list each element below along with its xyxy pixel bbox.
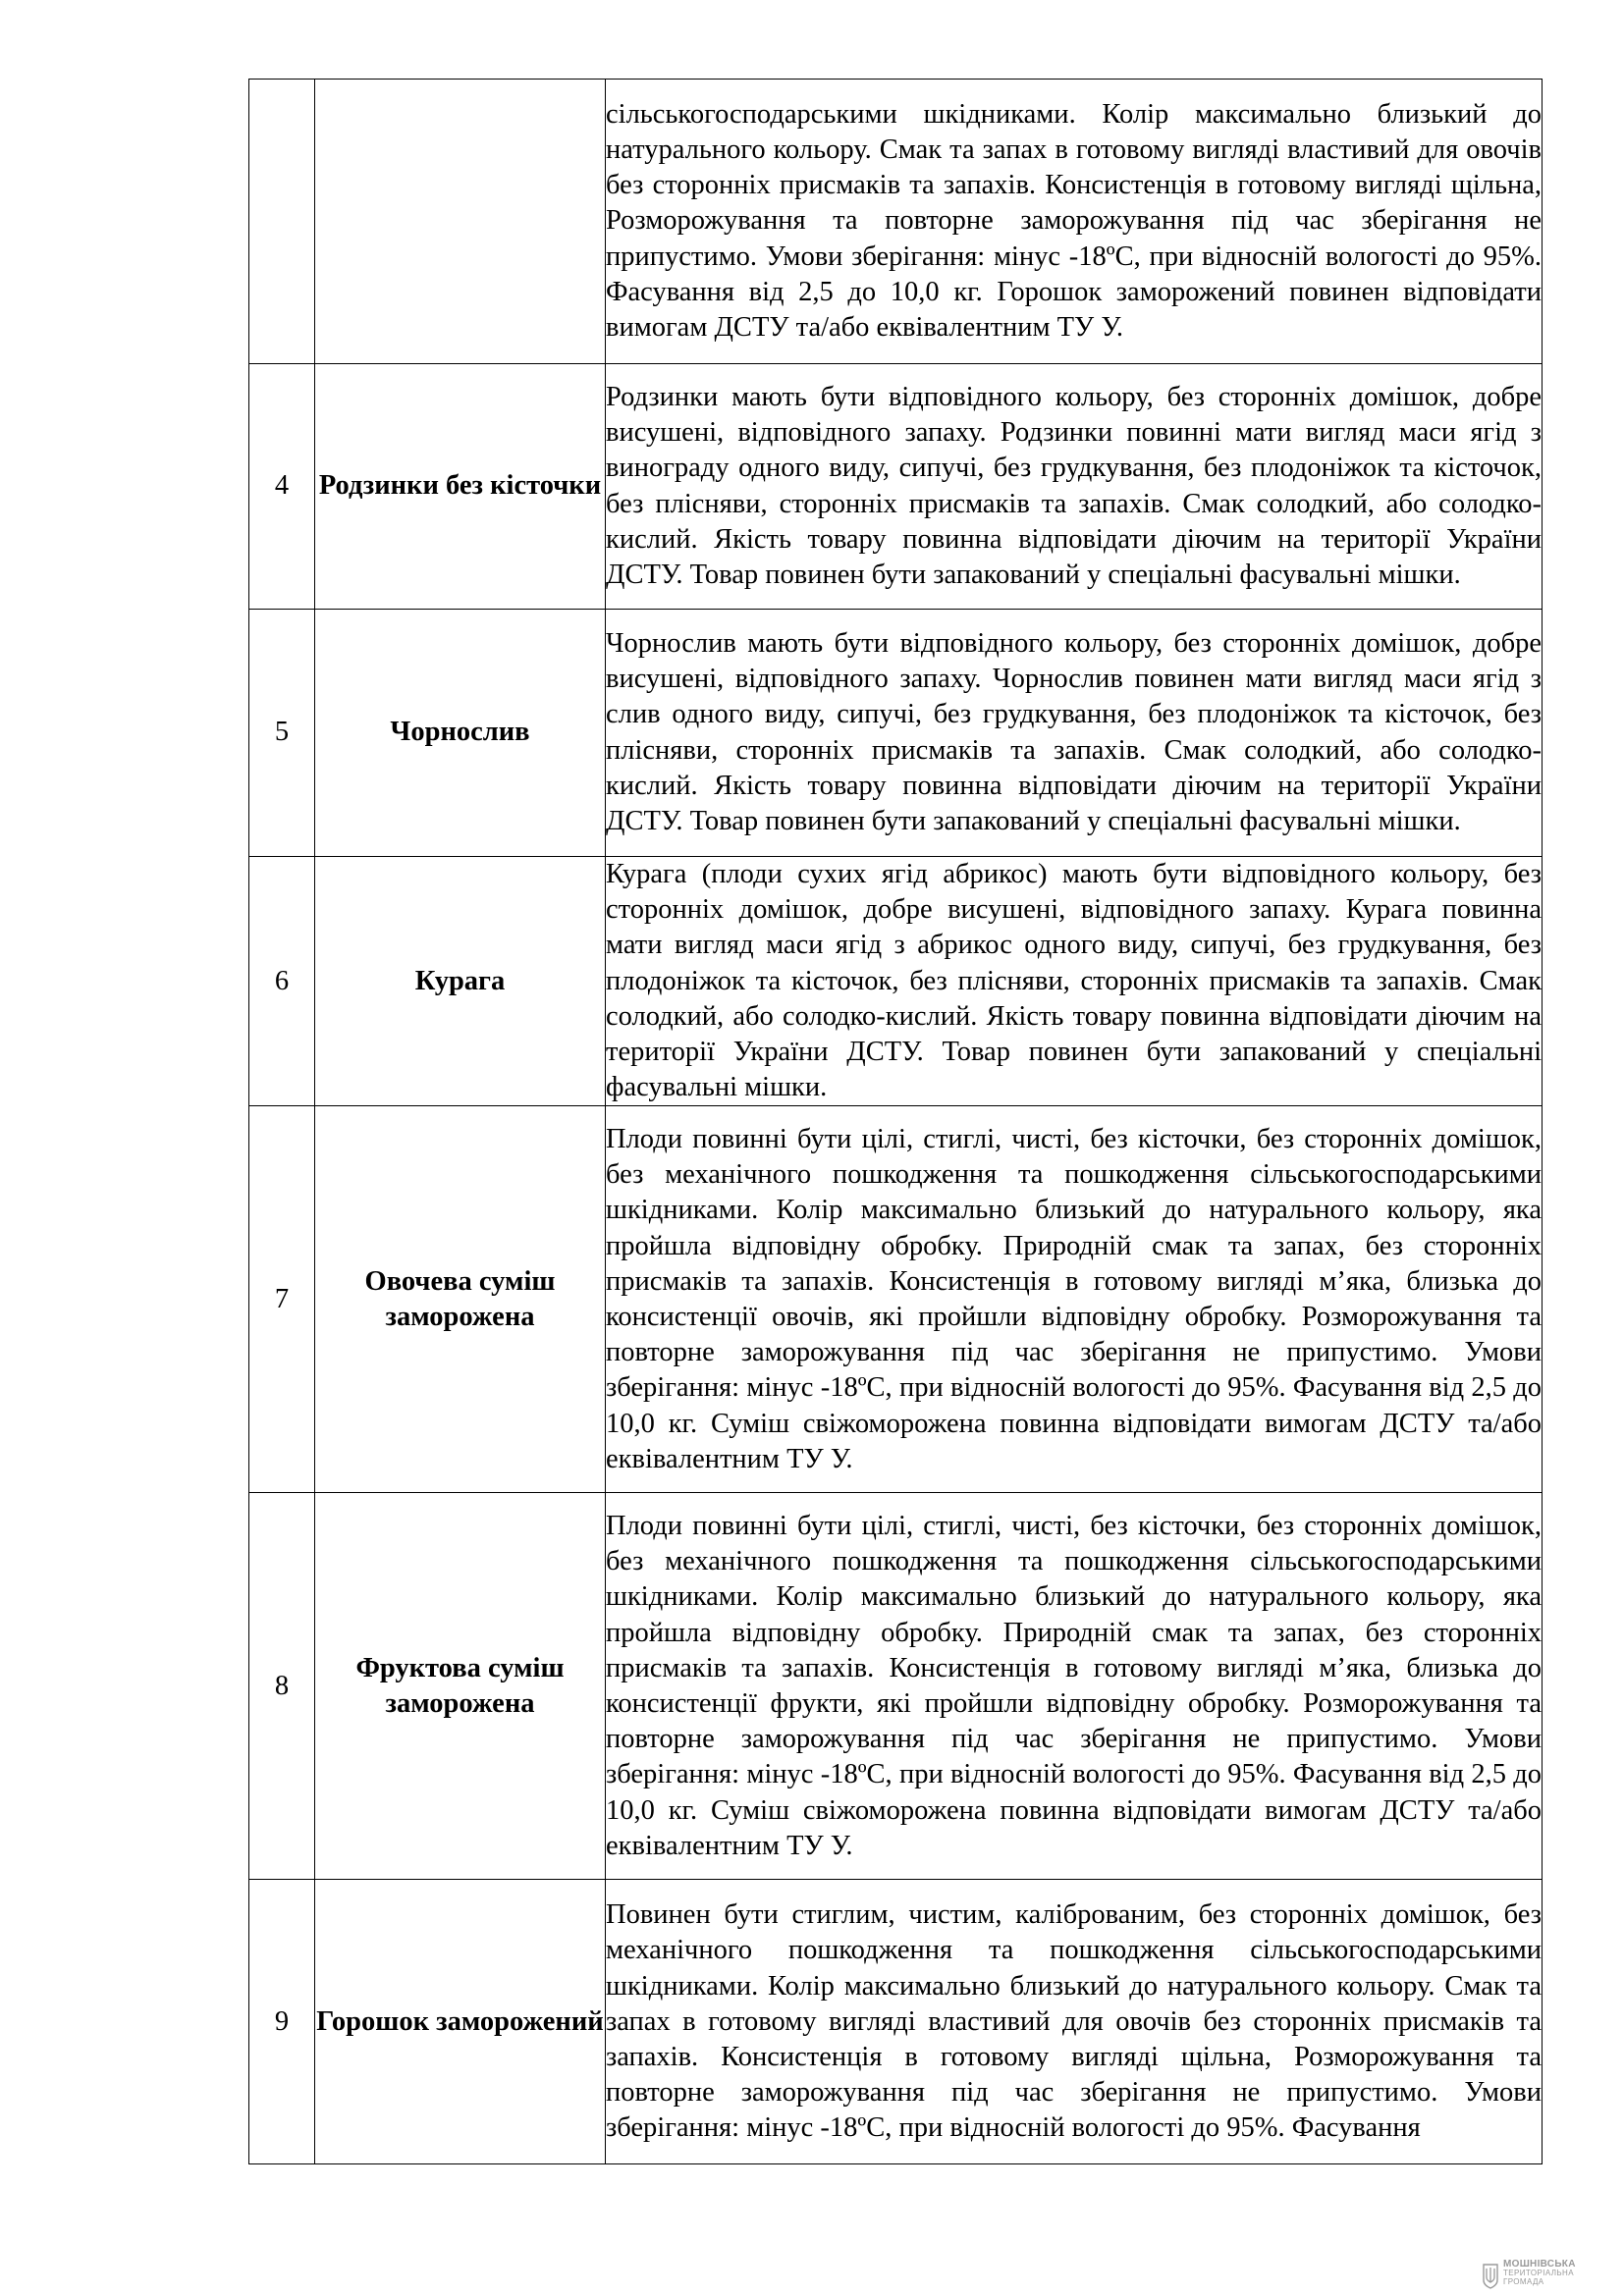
logo-line-1: МОШНІВСЬКА [1503, 2259, 1576, 2269]
product-name: Фруктова суміш заморожена [315, 1493, 606, 1880]
product-name: Чорнослив [315, 610, 606, 857]
logo-line-3: ГРОМАДА [1503, 2277, 1544, 2286]
product-description: Курага (плоди сухих ягід абрикос) мають бути відповідного кольору, без сторонніх домішок, добре висушені, відповідного запаху. Курага повинна мати вигляд маси ягід з абрикос одного виду, сипучі, без грудкування, без плодоніжок та кісточок, без плісняви, сторонніх присмаків та запахів. Смак солодкий, або солодко-кислий. Якість товару повинна відповідати діючим на території України ДСТУ. Товар повинен бути запакований у спеціальні фасувальні мішки. [606, 857, 1543, 1106]
logo-text [1503, 2260, 1576, 2286]
product-name: Родзинки без кісточки [315, 364, 606, 610]
product-description: Плоди повинні бути цілі, стиглі, чисті, без кісточки, без сторонніх домішок, без механічного пошкодження та пошкодження сільськогосподарськими шкідниками. Колір максимально близький до натурального кольору, яка пройшла відповідну обробку. Природній смак та запах, без сторонніх присмаків та запахів. Консистенція в готовому вигляді м’яка, близька до консистенції овочів, які пройшли відповідну обробку. Розморожування та повторне заморожування під час зберігання не припустимо. Умови зберігання: мінус -18ºС, при відносній вологості до 95%. Фасування від 2,5 до 10,0 кг. Суміш свіжоморожена повинна відповідати вимогам ДСТУ та/або еквівалентним ТУ У. [606, 1106, 1543, 1493]
row-number: 9 [249, 1880, 315, 2164]
product-description: Чорнослив мають бути відповідного кольору, без сторонніх домішок, добре висушені, відповідного запаху. Чорнослив повинен мати вигляд маси ягід з слив одного виду, сипучі, без грудкування, без плодоніжок та кісточок, без плісняви, сторонніх присмаків та запахів. Смак солодкий, або солодко-кислий. Якість товару повинна відповідати діючим на території України ДСТУ. Товар повинен бути запакований у спеціальні фасувальні мішки. [606, 610, 1543, 857]
trident-icon [1482, 2262, 1499, 2289]
row-number: 7 [249, 1106, 315, 1493]
product-description: сільськогосподарськими шкідниками. Колір максимально близький до натурального кольору. Смак та запах в готовому вигляді властивий для овочів без сторонніх присмаків та запахів. Консистенція в готовому вигляді щільна, Розморожування та повторне заморожування під час зберігання не припустимо. Умови зберігання: мінус -18ºС, при відносній вологості до 95%. Фасування від 2,5 до 10,0 кг. Горошок заморожений повинен відповідати вимогам ДСТУ та/або еквівалентним ТУ У. [606, 80, 1543, 364]
row-number: 4 [249, 364, 315, 610]
table-row [249, 610, 1543, 857]
logo-line-2: ТЕРИТОРІАЛЬНА [1503, 2269, 1574, 2277]
row-number: 5 [249, 610, 315, 857]
product-name [315, 80, 606, 364]
product-name: Курага [315, 857, 606, 1106]
table-row [249, 1880, 1543, 2164]
product-description: Повинен бути стиглим, чистим, каліброваним, без сторонніх домішок, без механічного пошкодження та пошкодження сільськогосподарськими шкідниками. Колір максимально близький до натурального кольору. Смак та запах в готовому вигляді властивий для овочів без сторонніх присмаків та запахів. Консистенція в готовому вигляді щільна, Розморожування та повторне заморожування під час зберігання не припустимо. Умови зберігання: мінус -18ºС, при відносній вологості до 95%. Фасування [606, 1880, 1543, 2164]
table-row [249, 80, 1543, 364]
table-row [249, 364, 1543, 610]
row-number [249, 80, 315, 364]
product-name: Овочева суміш заморожена [315, 1106, 606, 1493]
table-row [249, 857, 1543, 1106]
product-description: Плоди повинні бути цілі, стиглі, чисті, без кісточки, без сторонніх домішок, без механічного пошкодження та пошкодження сільськогосподарськими шкідниками. Колір максимально близький до натурального кольору, яка пройшла відповідну обробку. Природній смак та запах, без сторонніх присмаків та запахів. Консистенція в готовому вигляді м’яка, близька до консистенції фрукти, які пройшли відповідну обробку. Розморожування та повторне заморожування під час зберігання не припустимо. Умови зберігання: мінус -18ºС, при відносній вологості до 95%. Фасування від 2,5 до 10,0 кг. Суміш свіжоморожена повинна відповідати вимогам ДСТУ та/або еквівалентним ТУ У. [606, 1493, 1543, 1880]
product-spec-table [248, 79, 1543, 2164]
table-row [249, 1493, 1543, 1880]
table-row [249, 1106, 1543, 1493]
product-name: Горошок заморожений [315, 1880, 606, 2164]
community-logo [1482, 2260, 1619, 2293]
row-number: 8 [249, 1493, 315, 1880]
product-description: Родзинки мають бути відповідного кольору, без сторонніх домішок, добре висушені, відповідного запаху. Родзинки повинні мати вигляд маси ягід з винограду одного виду, сипучі, без грудкування, без плодоніжок та кісточок, без плісняви, сторонніх присмаків та запахів. Смак солодкий, або солодко-кислий. Якість товару повинна відповідати діючим на території України ДСТУ. Товар повинен бути запакований у спеціальні фасувальні мішки. [606, 364, 1543, 610]
row-number: 6 [249, 857, 315, 1106]
